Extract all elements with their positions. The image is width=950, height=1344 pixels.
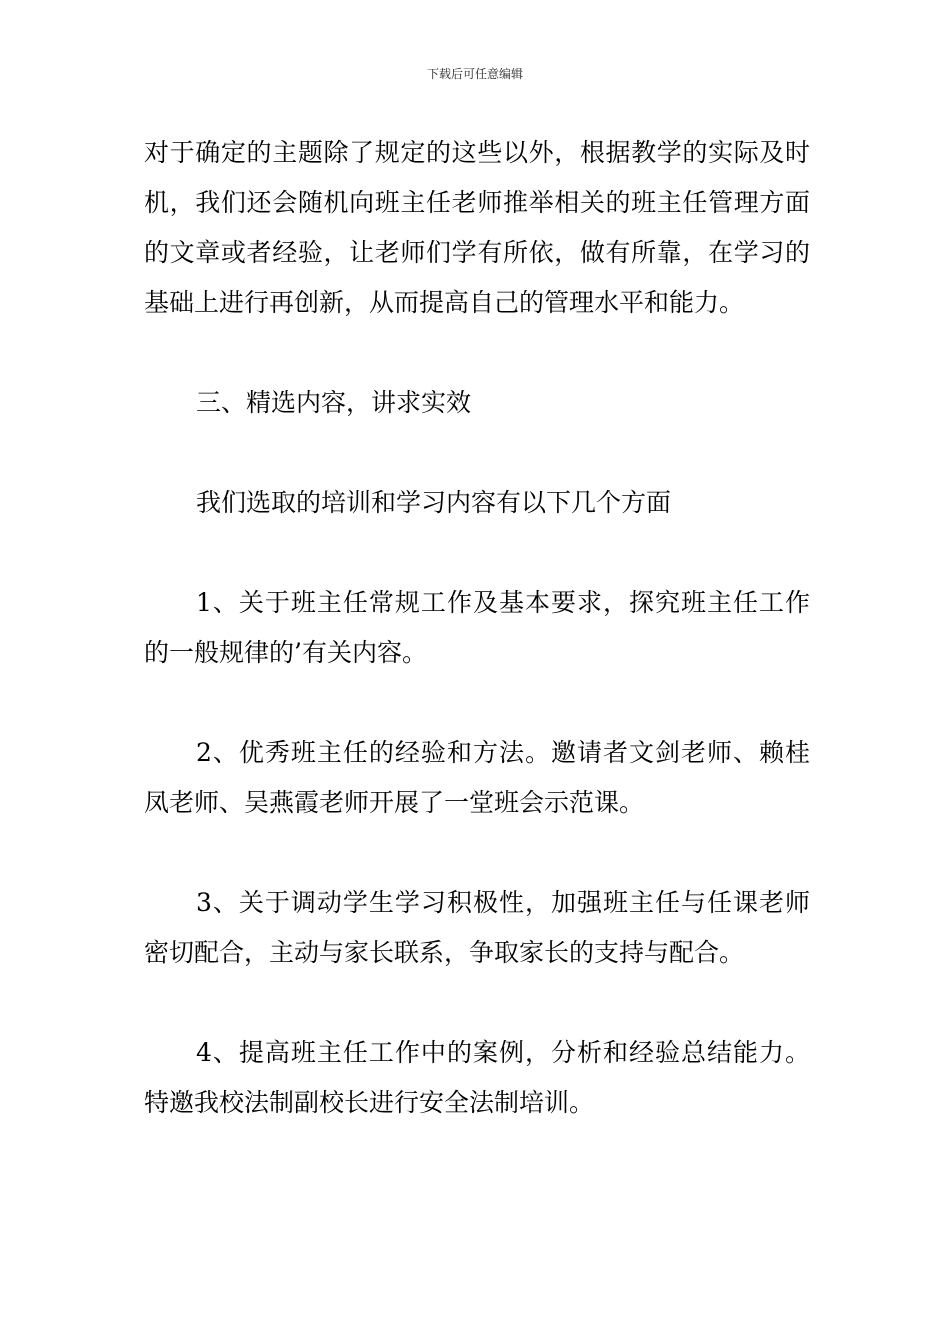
section-heading: 三、精选内容，讲求实效 <box>196 388 472 417</box>
paragraph-intro: 我们选取的培训和学习内容有以下几个方面 <box>196 488 672 517</box>
document-body <box>144 128 810 1128</box>
list-item-3: 3、关于调动学生学习积极性，加强班主任与任课老师密切配合，主动与家长联系，争取家长的支持与配合。 <box>144 888 810 967</box>
paragraph-continuation: 对于确定的主题除了规定的这些以外，根据教学的实际及时机，我们还会随机向班主任老师推举相关的班主任管理方面的文章或者经验，让老师们学有所依，做有所靠，在学习的基础上进行再创新，从而提高自己的管理水平和能力。 <box>144 138 810 317</box>
list-item-1: 1、关于班主任常规工作及基本要求，探究班主任工作的一般规律的’有关内容。 <box>144 588 810 667</box>
list-item-4: 4、提高班主任工作中的案例，分析和经验总结能力。特邀我校法制副校长进行安全法制培训。 <box>144 1038 810 1117</box>
page-header: 下载后可任意编辑 <box>426 67 523 81</box>
list-item-2: 2、优秀班主任的经验和方法。邀请者文剑老师、赖桂凤老师、吴燕霞老师开展了一堂班会示范课。 <box>144 738 810 817</box>
